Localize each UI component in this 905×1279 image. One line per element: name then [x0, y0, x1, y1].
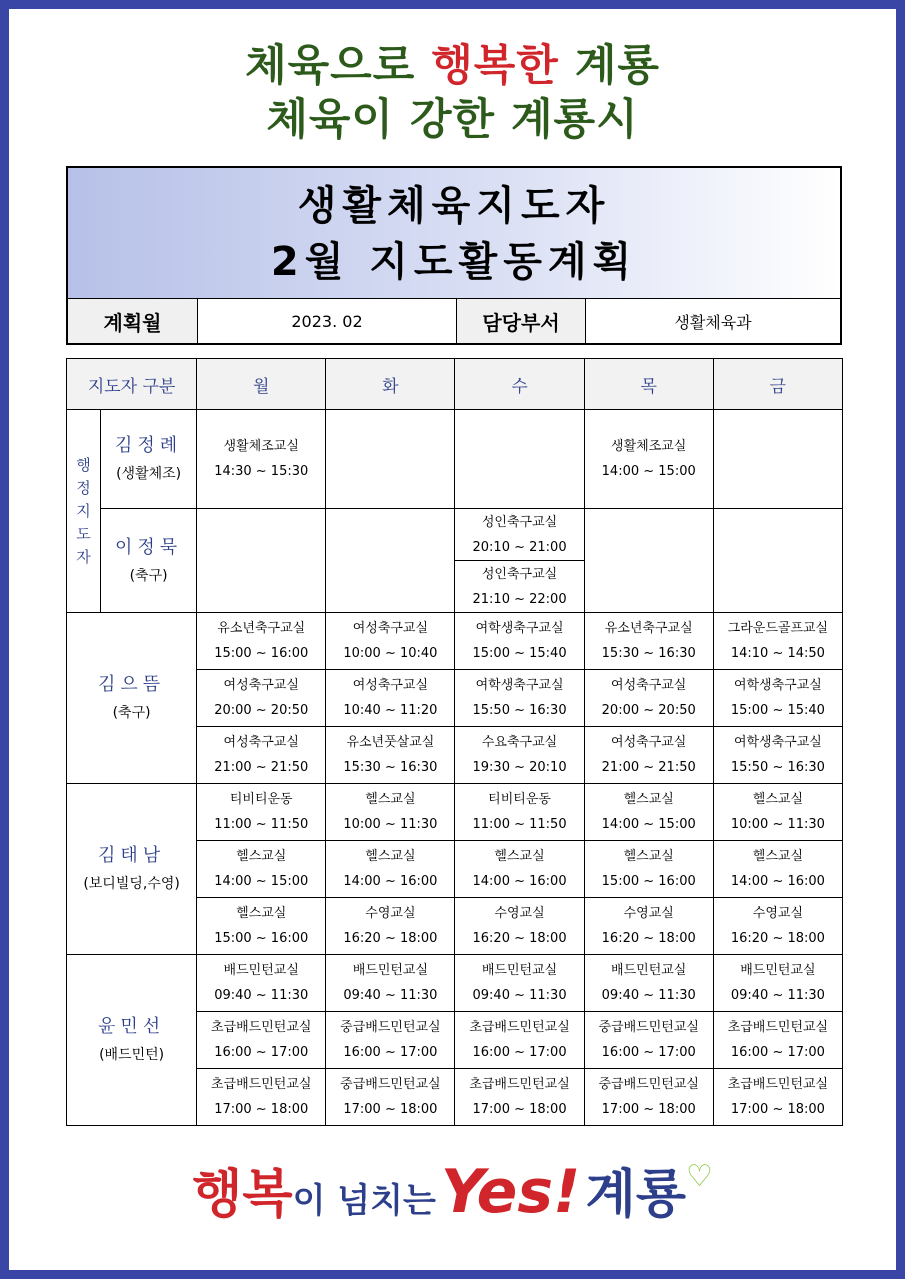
schedule-cell: [197, 1069, 326, 1126]
class-name: 초급배드민턴교실: [727, 1020, 829, 1035]
class-time: 14:00 ~ 16:00: [472, 874, 567, 889]
class-time: 11:00 ~ 11:50: [472, 817, 567, 832]
day-header: 목: [584, 359, 713, 410]
class-name: 중급배드민턴교실: [340, 1020, 441, 1035]
admin-group-char: 정: [76, 478, 91, 497]
class-time: 16:00 ~ 17:00: [472, 1045, 567, 1060]
class-name: 생활체조교실: [223, 439, 299, 454]
schedule-cell: [713, 898, 842, 955]
instructor-discipline: (배드민턴): [99, 1047, 165, 1063]
schedule-cell: [326, 955, 455, 1012]
schedule-cell: [197, 727, 326, 784]
schedule-cell: [455, 410, 584, 509]
class-name: 헬스교실: [623, 792, 674, 807]
schedule-cell: [713, 784, 842, 841]
class-name: 수영교실: [365, 906, 416, 921]
schedule-cell: [584, 784, 713, 841]
class-time: 15:50 ~ 16:30: [730, 760, 825, 775]
page-subtitle: 2월 지도활동계획: [270, 239, 638, 285]
header-row: [67, 359, 843, 410]
table-row: [67, 509, 843, 561]
slogan-line-2: [0, 86, 905, 147]
class-name: 헬스교실: [752, 849, 803, 864]
slogan-1a: 체육으로: [245, 41, 416, 91]
class-name: 여성축구교실: [223, 735, 299, 750]
class-time: 14:00 ~ 16:00: [343, 874, 438, 889]
instructor-cell: [67, 613, 197, 784]
class-time: 16:20 ~ 18:00: [601, 931, 696, 946]
class-time: 21:10 ~ 22:00: [472, 591, 567, 607]
instructor-cell: [67, 784, 197, 955]
class-name: 티비티운동: [488, 792, 551, 807]
schedule-cell: [326, 841, 455, 898]
class-time: 10:40 ~ 11:20: [343, 703, 438, 718]
class-name: 수영교실: [623, 906, 674, 921]
instructor-name: 김태남: [97, 845, 166, 866]
class-name: 수요축구교실: [481, 735, 558, 750]
class-name: 헬스교실: [365, 792, 416, 807]
plan-month-label: 계획월: [68, 299, 198, 343]
dept-value: 생활체육과: [674, 312, 752, 332]
dept-label: 담당부서: [457, 299, 586, 343]
class-time: 16:00 ~ 17:00: [214, 1045, 309, 1060]
class-name: 초급배드민턴교실: [211, 1020, 312, 1035]
schedule-cell: [713, 613, 842, 670]
schedule-cell: [455, 898, 584, 955]
instructor-cell: [101, 509, 197, 613]
schedule-cell: [326, 613, 455, 670]
class-time: 14:00 ~ 15:00: [601, 817, 696, 832]
class-time: 17:00 ~ 18:00: [601, 1102, 696, 1117]
schedule-cell: [197, 509, 326, 613]
class-name: 여성축구교실: [223, 678, 299, 693]
instructor-cell: [101, 410, 197, 509]
class-time: 21:00 ~ 21:50: [214, 760, 309, 775]
class-name: 성인축구교실: [481, 514, 558, 530]
class-time: 10:00 ~ 11:30: [730, 817, 825, 832]
class-time: 17:00 ~ 18:00: [472, 1102, 567, 1117]
schedule-cell: [713, 955, 842, 1012]
schedule-cell: [326, 898, 455, 955]
class-name: 유소년풋살교실: [346, 735, 435, 750]
class-name: 배드민턴교실: [223, 963, 299, 978]
schedule-cell: [455, 841, 584, 898]
admin-group-label: [67, 410, 101, 613]
class-name: 헬스교실: [365, 849, 416, 864]
class-time: 14:10 ~ 14:50: [730, 646, 825, 661]
class-time: 14:30 ~ 15:30: [214, 464, 309, 479]
class-time: 09:40 ~ 11:30: [472, 988, 567, 1003]
instructor-discipline: (보디빌딩,수영): [83, 876, 180, 892]
class-name: 수영교실: [752, 906, 803, 921]
schedule-cell: [713, 727, 842, 784]
heart-icon: ♡: [685, 1159, 713, 1194]
schedule-cell: [713, 509, 842, 613]
footer-slogan: [0, 1152, 905, 1227]
class-time: 14:00 ~ 15:00: [214, 874, 309, 889]
class-name: 여학생축구교실: [733, 735, 822, 750]
schedule-cell: [584, 509, 713, 613]
class-name: 생활체조교실: [611, 439, 687, 454]
class-name: 중급배드민턴교실: [340, 1077, 441, 1092]
class-name: 수영교실: [494, 906, 545, 921]
admin-group-char: 도: [76, 524, 91, 543]
schedule-cell: [326, 1012, 455, 1069]
schedule-cell: [197, 955, 326, 1012]
class-name: 여학생축구교실: [475, 621, 564, 636]
class-time: 15:00 ~ 15:40: [730, 703, 825, 718]
footer-a: 행복: [192, 1165, 293, 1225]
schedule-cell: [326, 410, 455, 509]
class-time: 09:40 ~ 11:30: [343, 988, 438, 1003]
schedule-cell: [197, 1012, 326, 1069]
class-time: 21:00 ~ 21:50: [601, 760, 696, 775]
class-time: 15:30 ~ 16:30: [343, 760, 438, 775]
table-row: [67, 410, 843, 509]
schedule-cell: [584, 670, 713, 727]
class-time: 09:40 ~ 11:30: [214, 988, 309, 1003]
footer-d: 계룡: [585, 1165, 686, 1225]
instructor-name: 김정례: [115, 435, 183, 456]
schedule-cell: [455, 509, 584, 561]
instructor-cell: [67, 955, 197, 1126]
class-name: 여성축구교실: [611, 735, 687, 750]
class-name: 헬스교실: [494, 849, 545, 864]
schedule-cell: [455, 727, 584, 784]
class-name: 헬스교실: [623, 849, 674, 864]
instructor-name: 이정묵: [115, 536, 183, 558]
day-header: 수: [455, 359, 584, 410]
slogan-2a: 체육이: [266, 95, 394, 145]
class-name: 중급배드민턴교실: [598, 1020, 699, 1035]
class-time: 11:00 ~ 11:50: [214, 817, 309, 832]
slogan-line-1: [0, 32, 905, 93]
corner-header: 지도자 구분: [67, 359, 197, 410]
class-name: 여성축구교실: [352, 621, 429, 636]
class-time: 16:00 ~ 17:00: [601, 1045, 696, 1060]
schedule-cell: [455, 1012, 584, 1069]
schedule-cell: [326, 670, 455, 727]
title-band: [68, 168, 840, 299]
schedule-cell: [713, 1069, 842, 1126]
schedule-cell: [455, 561, 584, 613]
schedule-cell: [584, 410, 713, 509]
class-time: 16:00 ~ 17:00: [343, 1045, 438, 1060]
class-time: 15:50 ~ 16:30: [472, 703, 567, 718]
slogan-2c: 계룡시: [511, 95, 639, 145]
table-row: [67, 784, 843, 841]
class-name: 배드민턴교실: [481, 963, 558, 978]
class-name: 초급배드민턴교실: [469, 1077, 570, 1092]
class-time: 15:00 ~ 15:40: [472, 646, 567, 661]
instructor-discipline: (축구): [112, 705, 151, 721]
schedule-cell: [197, 841, 326, 898]
day-header: 월: [197, 359, 326, 410]
schedule-cell: [197, 784, 326, 841]
class-time: 20:00 ~ 20:50: [214, 703, 309, 718]
schedule-cell: [713, 841, 842, 898]
instructor-discipline: (생활체조): [116, 466, 182, 482]
class-time: 17:00 ~ 18:00: [343, 1102, 438, 1117]
class-name: 배드민턴교실: [611, 963, 687, 978]
class-time: 17:00 ~ 18:00: [214, 1102, 309, 1117]
schedule-cell: [713, 1012, 842, 1069]
instructor-discipline: (축구): [129, 567, 168, 584]
class-time: 15:30 ~ 16:30: [601, 646, 696, 661]
schedule-cell: [326, 509, 455, 613]
class-name: 그라운드골프교실: [727, 621, 829, 636]
class-time: 10:00 ~ 11:30: [343, 817, 438, 832]
class-name: 배드민턴교실: [740, 963, 816, 978]
table-row: [67, 613, 843, 670]
class-time: 16:00 ~ 17:00: [730, 1045, 825, 1060]
class-time: 20:10 ~ 21:00: [472, 539, 567, 555]
schedule-cell: [326, 727, 455, 784]
class-name: 티비티운동: [229, 792, 293, 807]
class-time: 15:00 ~ 16:00: [214, 931, 309, 946]
class-time: 19:30 ~ 20:10: [472, 760, 567, 775]
instructor-name: 윤민선: [97, 1016, 166, 1037]
table-row: [67, 955, 843, 1012]
class-time: 17:00 ~ 18:00: [730, 1102, 825, 1117]
admin-group-char: 행: [76, 455, 91, 474]
schedule-cell: [197, 670, 326, 727]
class-name: 여성축구교실: [611, 678, 687, 693]
class-time: 15:00 ~ 16:00: [601, 874, 696, 889]
class-name: 유소년축구교실: [604, 621, 693, 636]
plan-month-value: 2023. 02: [198, 299, 457, 343]
class-name: 헬스교실: [236, 906, 287, 921]
schedule-cell: [455, 670, 584, 727]
slogan-1c: 계룡: [574, 41, 660, 91]
instructor-name: 김으뜸: [97, 674, 166, 695]
schedule-cell: [584, 898, 713, 955]
slogan-2b: 강한: [409, 95, 496, 145]
schedule-cell: [455, 1069, 584, 1126]
schedule-cell: [455, 955, 584, 1012]
class-time: 09:40 ~ 11:30: [601, 988, 696, 1003]
schedule-cell: [584, 955, 713, 1012]
class-time: 15:00 ~ 16:00: [214, 646, 309, 661]
class-name: 여학생축구교실: [733, 678, 822, 693]
schedule-cell: [197, 898, 326, 955]
class-name: 성인축구교실: [481, 566, 558, 582]
schedule-cell: [584, 727, 713, 784]
day-header: 금: [713, 359, 842, 410]
day-header: 화: [326, 359, 455, 410]
admin-group-char: 지: [76, 501, 91, 520]
schedule-cell: [326, 1069, 455, 1126]
class-time: 10:00 ~ 10:40: [343, 646, 438, 661]
class-time: 14:00 ~ 15:00: [601, 464, 696, 479]
meta-row: [68, 299, 840, 343]
class-name: 유소년축구교실: [217, 621, 306, 636]
footer-c: Yes!: [440, 1157, 581, 1227]
class-time: 16:20 ~ 18:00: [472, 931, 567, 946]
schedule-cell: [455, 784, 584, 841]
slogan-1b: 행복한: [431, 41, 559, 91]
class-name: 중급배드민턴교실: [598, 1077, 699, 1092]
schedule-cell: [584, 841, 713, 898]
class-name: 초급배드민턴교실: [727, 1077, 829, 1092]
title-box: [66, 166, 842, 345]
class-name: 여성축구교실: [352, 678, 429, 693]
class-time: 09:40 ~ 11:30: [730, 988, 825, 1003]
class-time: 16:20 ~ 18:00: [730, 931, 825, 946]
schedule-cell: [455, 613, 584, 670]
class-name: 헬스교실: [752, 792, 803, 807]
class-time: 16:20 ~ 18:00: [343, 931, 438, 946]
class-name: 초급배드민턴교실: [211, 1077, 312, 1092]
schedule-cell: [584, 613, 713, 670]
schedule-cell: [713, 670, 842, 727]
footer-b: 이 넘치는: [292, 1181, 436, 1221]
class-time: 14:00 ~ 16:00: [730, 874, 825, 889]
admin-group-char: 자: [76, 547, 91, 566]
page-title: 생활체육지도자: [297, 183, 611, 229]
class-name: 여학생축구교실: [475, 678, 564, 693]
schedule-cell: [197, 613, 326, 670]
class-name: 배드민턴교실: [352, 963, 429, 978]
schedule-cell: [326, 784, 455, 841]
class-name: 헬스교실: [236, 849, 287, 864]
schedule-cell: [197, 410, 326, 509]
schedule-cell: [584, 1012, 713, 1069]
class-time: 20:00 ~ 20:50: [601, 703, 696, 718]
schedule-table: [66, 358, 843, 1126]
schedule-cell: [584, 1069, 713, 1126]
schedule-cell: [713, 410, 842, 509]
class-name: 초급배드민턴교실: [469, 1020, 570, 1035]
